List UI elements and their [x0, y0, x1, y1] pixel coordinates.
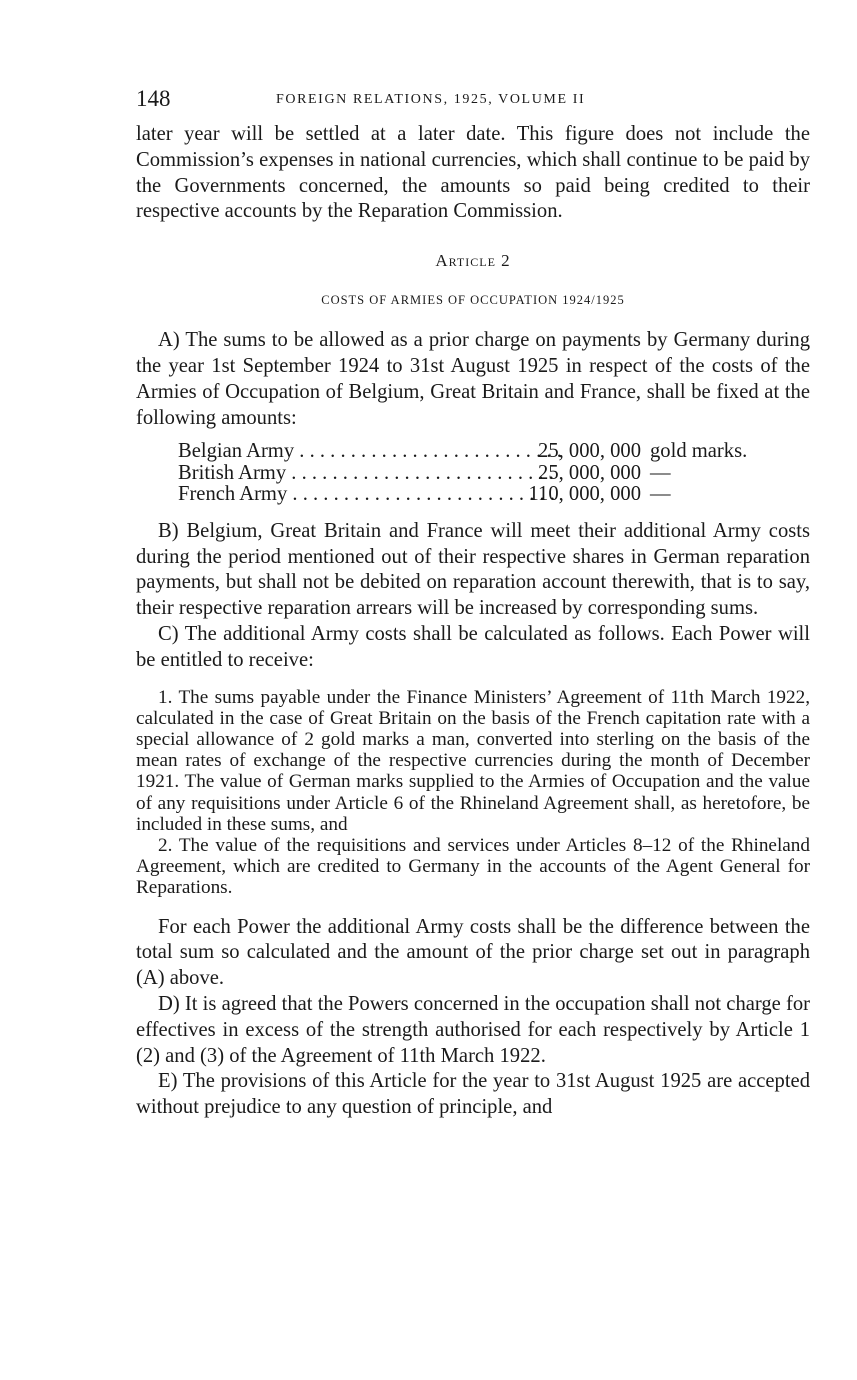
army-row-belgian	[178, 441, 810, 463]
paragraph-power: For each Power the additional Army costs shall be the difference between the total sum so calculated and the amount of the prior charge set out in paragraph (A) above.	[136, 915, 810, 990]
running-head: FOREIGN RELATIONS, 1925, VOLUME II	[276, 92, 586, 107]
paragraph-e: E) The provisions of this Article for the year to 31st August 1925 are accepted without prejudice to any question of principle, and	[136, 1070, 810, 1119]
army-name: British Army . . . . . . . . . . . . . . . . . . . . . . . . . .	[178, 461, 554, 484]
army-amount: 25, 000, 000	[538, 461, 641, 484]
paragraph-c: C) The additional Army costs shall be calculated as follows. Each Power will be entitled to receive:	[136, 623, 810, 671]
army-row-french	[178, 484, 810, 506]
paragraph-a: A) The sums to be allowed as a prior charge on payments by Germany during the year 1st September 1924 to 31st August 1925 in respect of the costs of the Armies of Occupation of Belgium, Great Britain and France, shall be fixed at the following amounts:	[136, 329, 810, 429]
army-amount: 25, 000, 000	[538, 440, 641, 463]
army-name: Belgian Army . . . . . . . . . . . . . . . . . . . . . . . . . .	[178, 440, 562, 463]
army-unit: gold marks.	[650, 440, 748, 463]
page-number: 148	[136, 86, 171, 111]
army-name: French Army . . . . . . . . . . . . . . . . . . . . . . . . . .	[178, 483, 555, 506]
article-subtitle: COSTS OF ARMIES OF OCCUPATION 1924/1925	[321, 293, 625, 308]
army-row-british	[178, 463, 810, 485]
paragraph-b: B) Belgium, Great Britain and France will meet their additional Army costs during the period mentioned out of their respective shares in German reparation payments, but shall not be debited on reparation account therewith, that is to say, their respective reparation arrears will be increased by corresponding sums.	[136, 519, 810, 620]
army-unit: —	[650, 483, 671, 506]
army-unit: —	[650, 461, 671, 484]
army-amount: 110, 000, 000	[528, 483, 641, 506]
list-item-1: 1. The sums payable under the Finance Ministers’ Agreement of 11th March 1922, calculated in the case of Great Britain on the basis of the French capitation rate with a special allowance of 2 gold marks a man, converted into sterling on the basis of the mean rates of exchange of the respective currencies during the month of December 1921. The value of German marks supplied to the Armies of Occupation and the value of any requisitions under Article 6 of the Rhineland Agreement shall, as heretofore, be included in these sums, and	[136, 686, 810, 835]
intro-paragraph: later year will be settled at a later date. This figure does not include the Commission’s expenses in national currencies, which shall continue to be paid by the Governments concerned, the amounts so paid being credited to their respective accounts by the Reparation Commission.	[136, 123, 810, 223]
page-header	[136, 86, 810, 116]
army-costs-table	[178, 441, 810, 506]
document-page	[136, 86, 810, 1121]
paragraph-d: D) It is agreed that the Powers concerned in the occupation shall not charge for effectives in excess of the strength authorised for each respectively by Article 1 (2) and (3) of the Agreement of 11th March 1922.	[136, 993, 810, 1067]
list-item-2: 2. The value of the requisitions and services under Articles 8–12 of the Rhineland Agreement, which are credited to Germany in the accounts of the Agent General for Reparations.	[136, 835, 810, 899]
article-title: Article 2	[435, 251, 511, 271]
